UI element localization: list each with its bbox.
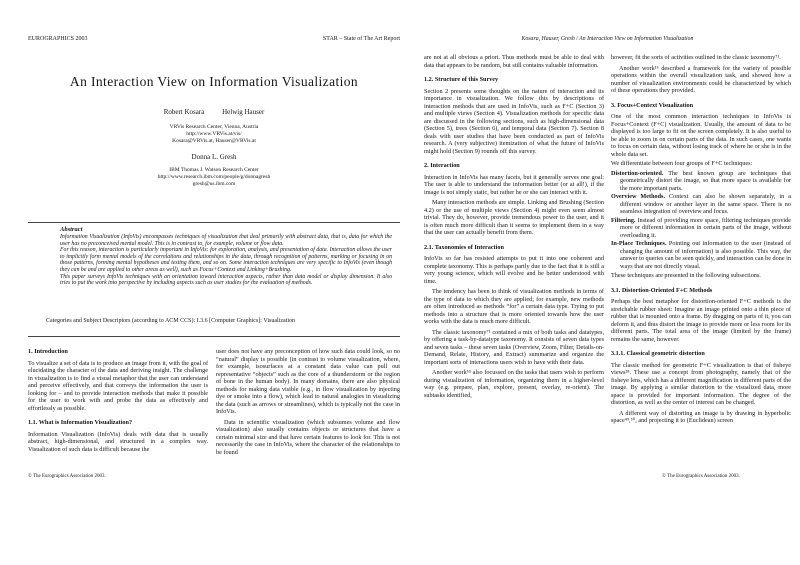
paragraph: Another work⁵⁵ also focussed on the tasks that users wish to perform during visualization of information, organizing them in a higher-level way (e.g. prepare, plan, explore, present, overlay, re-orient). The subtasks identified, (424, 369, 604, 399)
right-page-column-1 (424, 54, 604, 401)
affiliation-email: gresh@us.ibm.com (192, 180, 236, 187)
affiliation-block (28, 124, 400, 144)
list-item: Overview Methods. Context can also be shown separately, in a different window or another layer in the same space. There is no seamless integration of overview and focus. (611, 193, 791, 215)
list-item-lead: In-Place Techniques. (611, 240, 669, 247)
affiliation-url: http://www.research.ibm.com/people/g/donnagresh (157, 173, 271, 180)
paragraph: Information Visualization (InfoVis) deals with data that is usually abstract, high-dimensional, and structured in a complex way. Visualization of such data is difficult because the (28, 430, 208, 453)
paragraph: Interaction in InfoVis has many facets, but it generally serves one goal: The user is able to understand the information better (or at all!), if the image is not simply static, but rather he or she can interact with it. (424, 173, 604, 196)
abstract-top-divider (28, 222, 400, 223)
section-heading: 1.1. What is Information Visualization? (28, 419, 133, 426)
paragraph: We differentiate between four groups of F+C techniques: (611, 160, 753, 167)
paragraph: InfoVis so far has resisted attempts to put it into one coherent and complete taxonomy. This is perhaps partly due to the fact that it is still a very young science, which will evolve and be better understood with time. (424, 255, 604, 285)
copyright-notice: © The Eurographics Association 2003. (28, 474, 106, 479)
section-heading: 3.1.1. Classical geometric distortion (611, 350, 705, 357)
paper-title: An Interaction View on Information Visualization (69, 74, 359, 89)
copyright-notice: © The Eurographics Association 2003. (662, 474, 740, 479)
list-item: Distortion-oriented. The best known group are techniques that geometrically distort the image, so that more space is available for the more important parts. (611, 169, 791, 192)
paragraph: These techniques are presented in the following subsections. (611, 272, 761, 279)
list-item-lead: Overview Methods. (611, 193, 670, 200)
section-heading: 1.2. Structure of this Survey (424, 76, 499, 83)
section-heading: 2.1. Taxonomies of Interaction (424, 243, 504, 251)
list-item-lead: Distortion-oriented. (611, 169, 669, 177)
body-top-divider (28, 336, 400, 337)
section-heading: 3. Focus+Context Visualization (611, 101, 694, 109)
paragraph: This paper surveys InfoVis techniques with an orientation toward interaction aspects, rather than data model or display dimension. It also tries to put the work into perspective by including aspects such as user studies for the evaluation of methods. (60, 273, 392, 287)
acm-categories-line: Categories and Subject Descriptors (according to ACM CCS): I.3.6 [Computer Graphics]: Visualization (46, 318, 295, 324)
author-name: Helwig Hauser (222, 108, 265, 116)
paragraph: however, fit the sorts of activities outlined in the classic taxonomy⁷¹. (611, 54, 781, 61)
paragraph: Many interaction methods are simple. Linking and Brushing (Section 4.2) or the use of multiple views (Section 4) might even seem almost trivial. They do, however, provide tremendous power to the user, and it is often much more difficult than it seems to implement them in a way that the user can actually benefit from them. (424, 199, 604, 236)
paragraph: are not at all obvious a priori. Thus methods must be able to deal with data that appears to be random, but still contains valuable information. (424, 54, 604, 69)
list-item-lead: Filtering. (611, 216, 638, 224)
abstract-heading: Abstract (60, 226, 83, 233)
list-item: Filtering. Instead of providing more space, filtering techniques provide more or different information in certain parts of the image, without overloading it. (611, 216, 791, 239)
paragraph: user does not have any preconception of how such data could look, so no “natural” display is possible (in contrast to volume visualization, where, for example, isosurfaces at a constant data value can pull out representative “objects” such as the core of a thunderstorm or the region of bone in the human body). In many domains, there are also physical methods for making data visible (e.g., in flow visualization by injecting dye or smoke into a flow), which lead to natural analogies in visualizing the data (such as arrows or streamlines), which is typically not the case in InfoVis. (216, 348, 400, 415)
paragraph: Perhaps the best metaphor for distortion-oriented F+C methods is the stretchable rubber sheet: Imagine an image printed onto a thin piece of rubber that is mounted onto a frame. By dragging on parts of it, you can deform it, and thus distort the image to provide more or less room for its different parts. The total area of the image (limited by the frame) remains the same, however. (611, 298, 791, 343)
paragraph: Information Visualization (InfoVis) encompasses techniques of visualization that deal primarily with abstract data, that is, data for which the user has no preconceived mental model. This is in contrast to, for example, volume or flow data. (60, 234, 392, 247)
paragraph: For this reason, interaction is particularly important in InfoVis: for exploration, analysis, and presentation of data. Interaction allows the user to implicitly form mental models of the correlations and relationships in the data, through recognition of patterns, marking or focusing in on those patterns, forming mental hypotheses and testing them, and so on. Some interaction techniques are very specific to InfoVis (even though they can be and are applied to other areas as well), such as Focus+Context and Linking+Brushing. (60, 247, 392, 273)
right-page-running-header: Kosara, Hauser, Gresh / An Interaction View on Information Visualization (521, 36, 694, 42)
paragraph: One of the most common interaction techniques in InfoVis is Focus+Context (F+C) visualization. Usually, the amount of data to be displayed is too large to fit on the screen completely. It is also useful to be able to zoom in on certain parts of the data. In such cases, one wants to focus on certain data, without losing track of where he or she is in the whole data set. (611, 113, 791, 158)
author-line (28, 108, 400, 116)
paragraph: A different way of distorting an image is by drawing in hyperbolic space⁴⁹,⁵⁰, and projecting it to (Euclidean) screen (611, 409, 791, 424)
abstract-text (60, 234, 392, 287)
section-heading: 2. Interaction (424, 162, 460, 169)
left-page-column-1 (28, 348, 208, 455)
report-type-label: STAR – State of The Art Report (322, 36, 400, 42)
affiliation-line: IBM Thomas J. Watson Research Center (169, 167, 259, 173)
conference-label: EUROGRAPHICS 2003 (28, 36, 88, 42)
paragraph: Data in scientific visualization (which subsumes volume and flow visualization) also usually contains objects or structures that have a certain minimal size and that have certain features to look for. This is not necessarily the case in InfoVis, where the character of the relationships to be found (216, 418, 400, 456)
right-page-column-2 (611, 54, 791, 427)
section-heading: 3.1. Distortion-Oriented F+C Methods (611, 286, 713, 294)
affiliation-email: Kosara@VRVis.at, Hauser@VRVis.at (172, 137, 256, 144)
paragraph: To visualize a set of data is to produce an image from it, with the goal of elucidating the character of the data and deriving insight. The challenge in visualization is to find a visual metaphor that the user can understand and perceive effectively, and that conveys the information the user is looking for – and to provide interaction methods that make it possible for the user to work with and probe the data as effectively and effortlessly as possible. (28, 359, 208, 412)
left-page-column-2 (216, 348, 400, 458)
author-name: Robert Kosara (163, 108, 205, 116)
paragraph: The classic taxonomy⁷¹ contained a mix of both tasks and datatypes, by offering a task-by-datatype taxonomy. It consists of seven data types and seven tasks – these seven tasks (Overview, Zoom, Filter, Details-on-Demand, Relate, History, and Extract) summarize and organize the important sorts of interactions users wish to have with their data. (424, 328, 604, 366)
section-heading: 1. Introduction (28, 348, 68, 355)
paragraph: Another work¹⁵ described a framework for the variety of possible operations within the overall visualization task, and showed how a number of visualization environments could be characterized by which of these operations they provided. (611, 64, 791, 94)
paragraph: The classic method for geometric F+C visualization is that of fisheye views²⁸. These use a concept from photography, namely that of the fisheye lens, which has a different magnification in different parts of the image. By applying a similar distortion to the visualized data, more space is provided for important information. The degree of the distortion, as well as the center of interest can be changed. (611, 361, 791, 406)
affiliation-url: http://www.VRVis.at/vis/ (186, 130, 242, 137)
author-name: Donna L. Gresh (191, 153, 237, 161)
list-item: In-Place Techniques. Pointing out information to the user (instead of changing the amount of information) is also possible. This way, the answer to queries can be seen quickly, and interaction can be done in ways that are not directly visual. (611, 240, 792, 270)
left-page-running-header (28, 36, 400, 42)
affiliation-line: VRVis Research Center, Vienna, Austria (169, 124, 259, 130)
affiliation-block (28, 167, 400, 187)
paragraph: Section 2 presents some thoughts on the nature of interaction and its importance in visualization. We follow this by descriptions of interaction methods that are used in InfoVis, such as F+C (Section 3) and multiple views (Section 4). Visualization methods for specific data are discussed in the following sections, such as high-dimensional data (Section 5), trees (Section 6), and temporal data (Section 7). Section 8 deals with user studies that have been conducted as part of InfoVis research. A (very subjective) itemization of what the future of InfoVis might hold (Section 9) rounds off this survey. (424, 87, 604, 155)
paragraph: The tendency has been to think of visualization methods in terms of the type of data to which they are applied; for example, new methods are often introduced as methods “for” a certain data type. Trying to put methods into a structure that is more oriented towards how the user works with the data is much more difficult. (424, 288, 604, 325)
